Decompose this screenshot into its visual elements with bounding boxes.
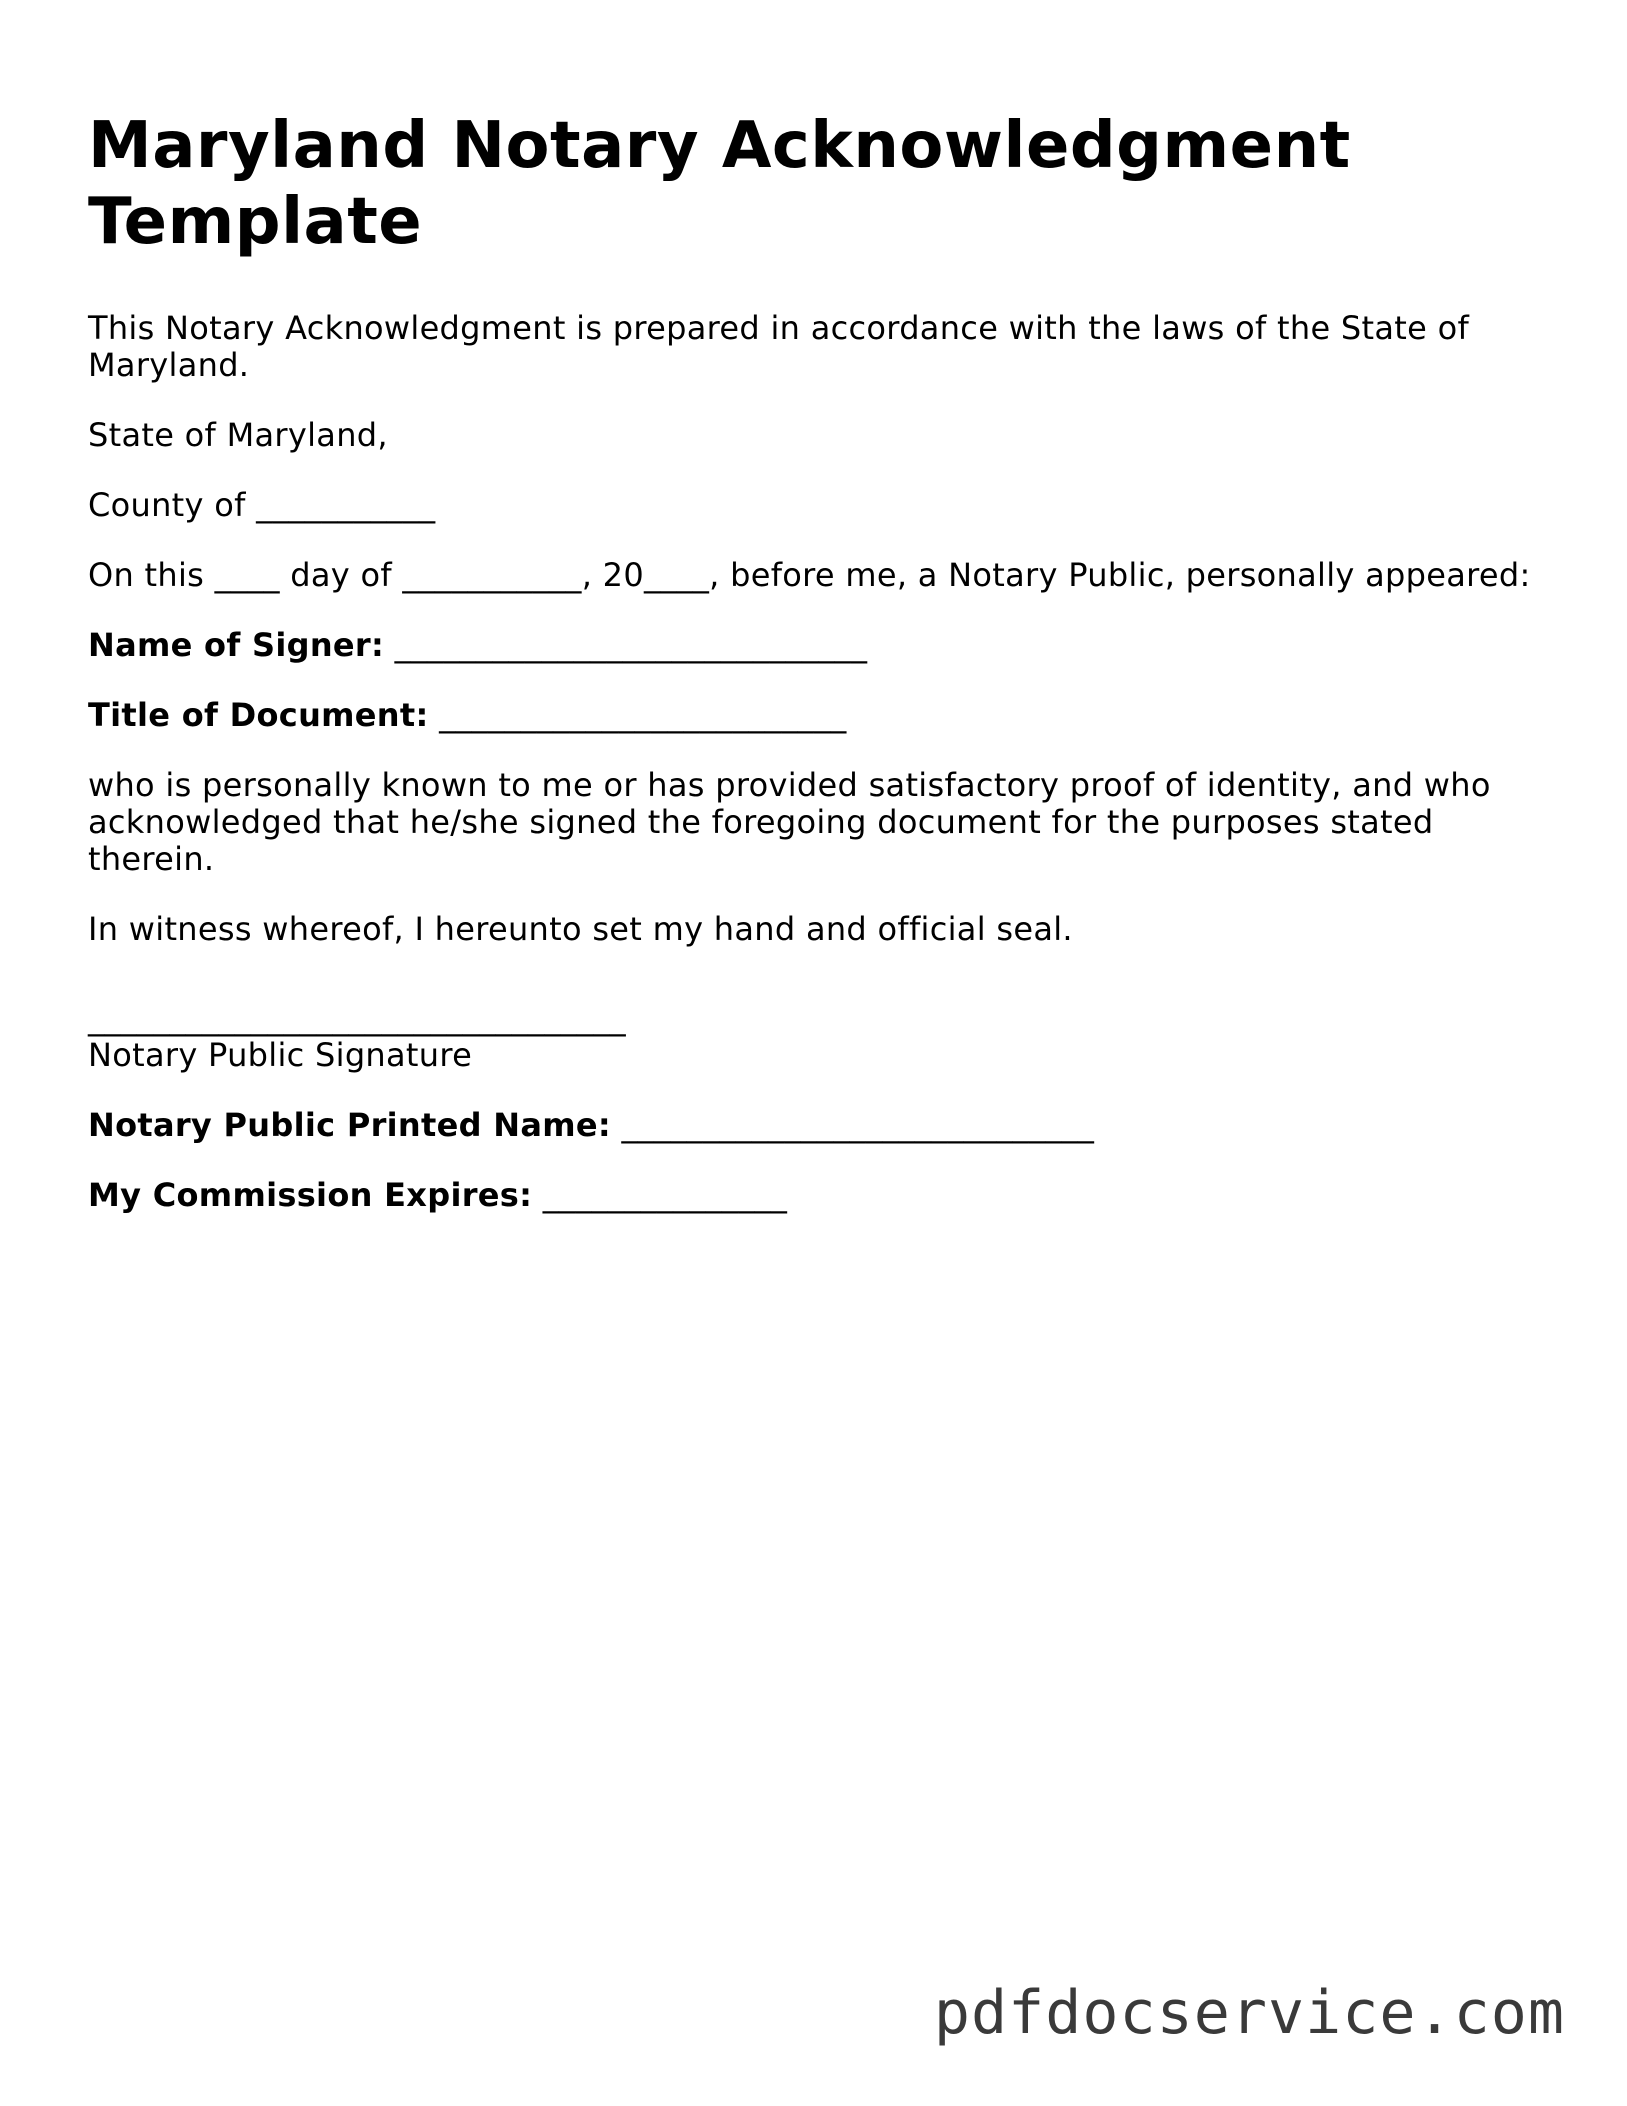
state-line: State of Maryland, <box>88 416 388 454</box>
notary-signature-block <box>88 1000 1548 1074</box>
witness-statement: In witness whereof, I hereunto set my hand and official seal. <box>88 910 1073 948</box>
notary-signature-blank[interactable]: _________________________________ <box>88 999 626 1037</box>
printed-name-blank[interactable]: _____________________________ <box>621 1106 1095 1144</box>
name-of-signer-blank[interactable]: _____________________________ <box>394 626 868 664</box>
commission-expires-blank[interactable]: _______________ <box>542 1176 788 1214</box>
name-of-signer-label: Name of Signer: <box>88 626 385 664</box>
commission-expires-label: My Commission Expires: <box>88 1176 533 1214</box>
title-of-document-blank[interactable]: _________________________ <box>439 696 847 734</box>
title-of-document-label: Title of Document: <box>88 696 429 734</box>
document-page <box>88 108 1548 1247</box>
watermark-text: pdfdocservice.com <box>933 1978 1565 2048</box>
identity-statement: who is personally known to me or has provided satisfactory proof of identity, and who acknowledged that he/she signed the foregoing document for the purposes stated therein. <box>88 766 1491 878</box>
intro-paragraph: This Notary Acknowledgment is prepared in accordance with the laws of the State of Maryland. <box>88 309 1470 384</box>
commission-expires-field <box>88 1177 1548 1214</box>
notary-signature-caption: Notary Public Signature <box>88 1036 473 1074</box>
printed-name-label: Notary Public Printed Name: <box>88 1106 611 1144</box>
name-of-signer-field <box>88 627 1548 664</box>
county-line: County of ___________ <box>88 486 436 524</box>
title-of-document-field <box>88 697 1548 734</box>
date-line: On this ____ day of ___________, 20____, before me, a Notary Public, personally appeared: <box>88 556 1531 594</box>
printed-name-field <box>88 1107 1548 1144</box>
document-title: Maryland Notary Acknowledgment Template <box>88 109 1351 259</box>
